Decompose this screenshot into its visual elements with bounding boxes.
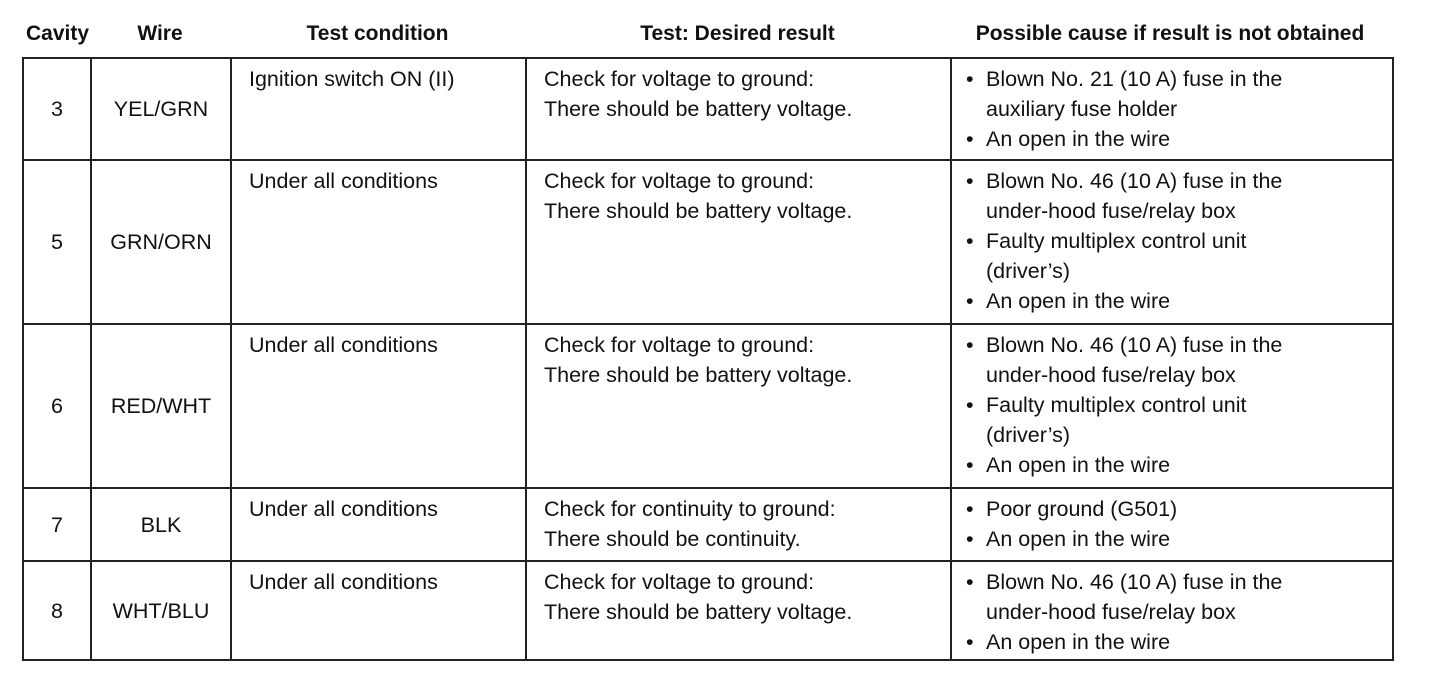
desired-result-cell (526, 324, 951, 488)
result-line: There should be battery voltage. (544, 97, 853, 121)
header-possible-cause: Possible cause if result is not obtained (975, 22, 1365, 45)
desired-result-cell (526, 160, 951, 324)
header-desired-result: Test: Desired result (640, 22, 835, 45)
possible-cause-cell (951, 561, 1393, 660)
bullet-icon: • (966, 169, 974, 193)
bullet-icon: • (966, 630, 974, 654)
cause-text: Faulty multiplex control unit (driver’s) (986, 393, 1247, 447)
bullet-icon: • (966, 127, 974, 151)
bullet-icon: • (966, 229, 974, 253)
test-condition-cell: Under all conditions (231, 561, 526, 660)
bullet-icon: • (966, 393, 974, 417)
result-line: There should be continuity. (544, 527, 801, 551)
cause-item (966, 330, 1392, 390)
wire-cell: BLK (91, 488, 231, 561)
desired-result-cell (526, 58, 951, 160)
table-row (23, 58, 1393, 160)
wire-cell: WHT/BLU (91, 561, 231, 660)
cause-item (966, 124, 1392, 154)
cause-item (966, 494, 1392, 524)
table-row (23, 561, 1393, 660)
bullet-icon: • (966, 333, 974, 357)
cause-item (966, 390, 1392, 450)
wire-cell: GRN/ORN (91, 160, 231, 324)
possible-cause-cell (951, 160, 1393, 324)
result-line: Check for voltage to ground: (544, 333, 815, 357)
header-wire: Wire (137, 22, 183, 45)
cause-item (966, 64, 1392, 124)
result-line: Check for voltage to ground: (544, 169, 815, 193)
cause-text: An open in the wire (986, 630, 1171, 654)
wire-cell: YEL/GRN (91, 58, 231, 160)
result-line: There should be battery voltage. (544, 600, 853, 624)
possible-cause-cell (951, 324, 1393, 488)
cause-text: Blown No. 46 (10 A) fuse in the under-hood fuse/relay box (986, 570, 1283, 624)
header-test-condition: Test condition (306, 22, 449, 45)
table-row (23, 488, 1393, 561)
cavity-cell: 5 (23, 160, 91, 324)
table-row (23, 160, 1393, 324)
cavity-cell: 3 (23, 58, 91, 160)
cause-item (966, 226, 1392, 286)
result-line: There should be battery voltage. (544, 199, 853, 223)
possible-cause-cell (951, 58, 1393, 160)
wire-cell: RED/WHT (91, 324, 231, 488)
cavity-cell: 7 (23, 488, 91, 561)
cause-text: Blown No. 21 (10 A) fuse in the auxiliary fuse holder (986, 67, 1283, 121)
bullet-icon: • (966, 527, 974, 551)
cause-list (966, 567, 1392, 657)
cause-list (966, 64, 1392, 154)
test-condition-cell: Under all conditions (231, 324, 526, 488)
result-line: Check for voltage to ground: (544, 570, 815, 594)
cause-text: An open in the wire (986, 127, 1171, 151)
cause-text: Blown No. 46 (10 A) fuse in the under-hood fuse/relay box (986, 169, 1283, 223)
test-condition-cell: Ignition switch ON (II) (231, 58, 526, 160)
header-cavity: Cavity (26, 22, 90, 45)
cause-text: An open in the wire (986, 289, 1171, 313)
bullet-icon: • (966, 289, 974, 313)
cause-text: Blown No. 46 (10 A) fuse in the under-hood fuse/relay box (986, 333, 1283, 387)
cause-item (966, 450, 1392, 480)
cause-item (966, 166, 1392, 226)
bullet-icon: • (966, 570, 974, 594)
test-condition-cell: Under all conditions (231, 488, 526, 561)
cause-text: An open in the wire (986, 453, 1171, 477)
cause-item (966, 567, 1392, 627)
result-line: There should be battery voltage. (544, 363, 853, 387)
diagnosis-table (22, 57, 1394, 661)
cause-item (966, 627, 1392, 657)
cause-list (966, 166, 1392, 316)
desired-result-cell (526, 561, 951, 660)
possible-cause-cell (951, 488, 1393, 561)
cause-text: An open in the wire (986, 527, 1171, 551)
cavity-cell: 8 (23, 561, 91, 660)
cause-text: Faulty multiplex control unit (driver’s) (986, 229, 1247, 283)
result-line: Check for voltage to ground: (544, 67, 815, 91)
cause-text: Poor ground (G501) (986, 497, 1178, 521)
test-condition-cell: Under all conditions (231, 160, 526, 324)
table-row (23, 324, 1393, 488)
bullet-icon: • (966, 453, 974, 477)
cause-item (966, 286, 1392, 316)
cause-list (966, 494, 1392, 554)
cause-item (966, 524, 1392, 554)
cause-list (966, 330, 1392, 480)
bullet-icon: • (966, 497, 974, 521)
cavity-cell: 6 (23, 324, 91, 488)
desired-result-cell (526, 488, 951, 561)
bullet-icon: • (966, 67, 974, 91)
result-line: Check for continuity to ground: (544, 497, 836, 521)
